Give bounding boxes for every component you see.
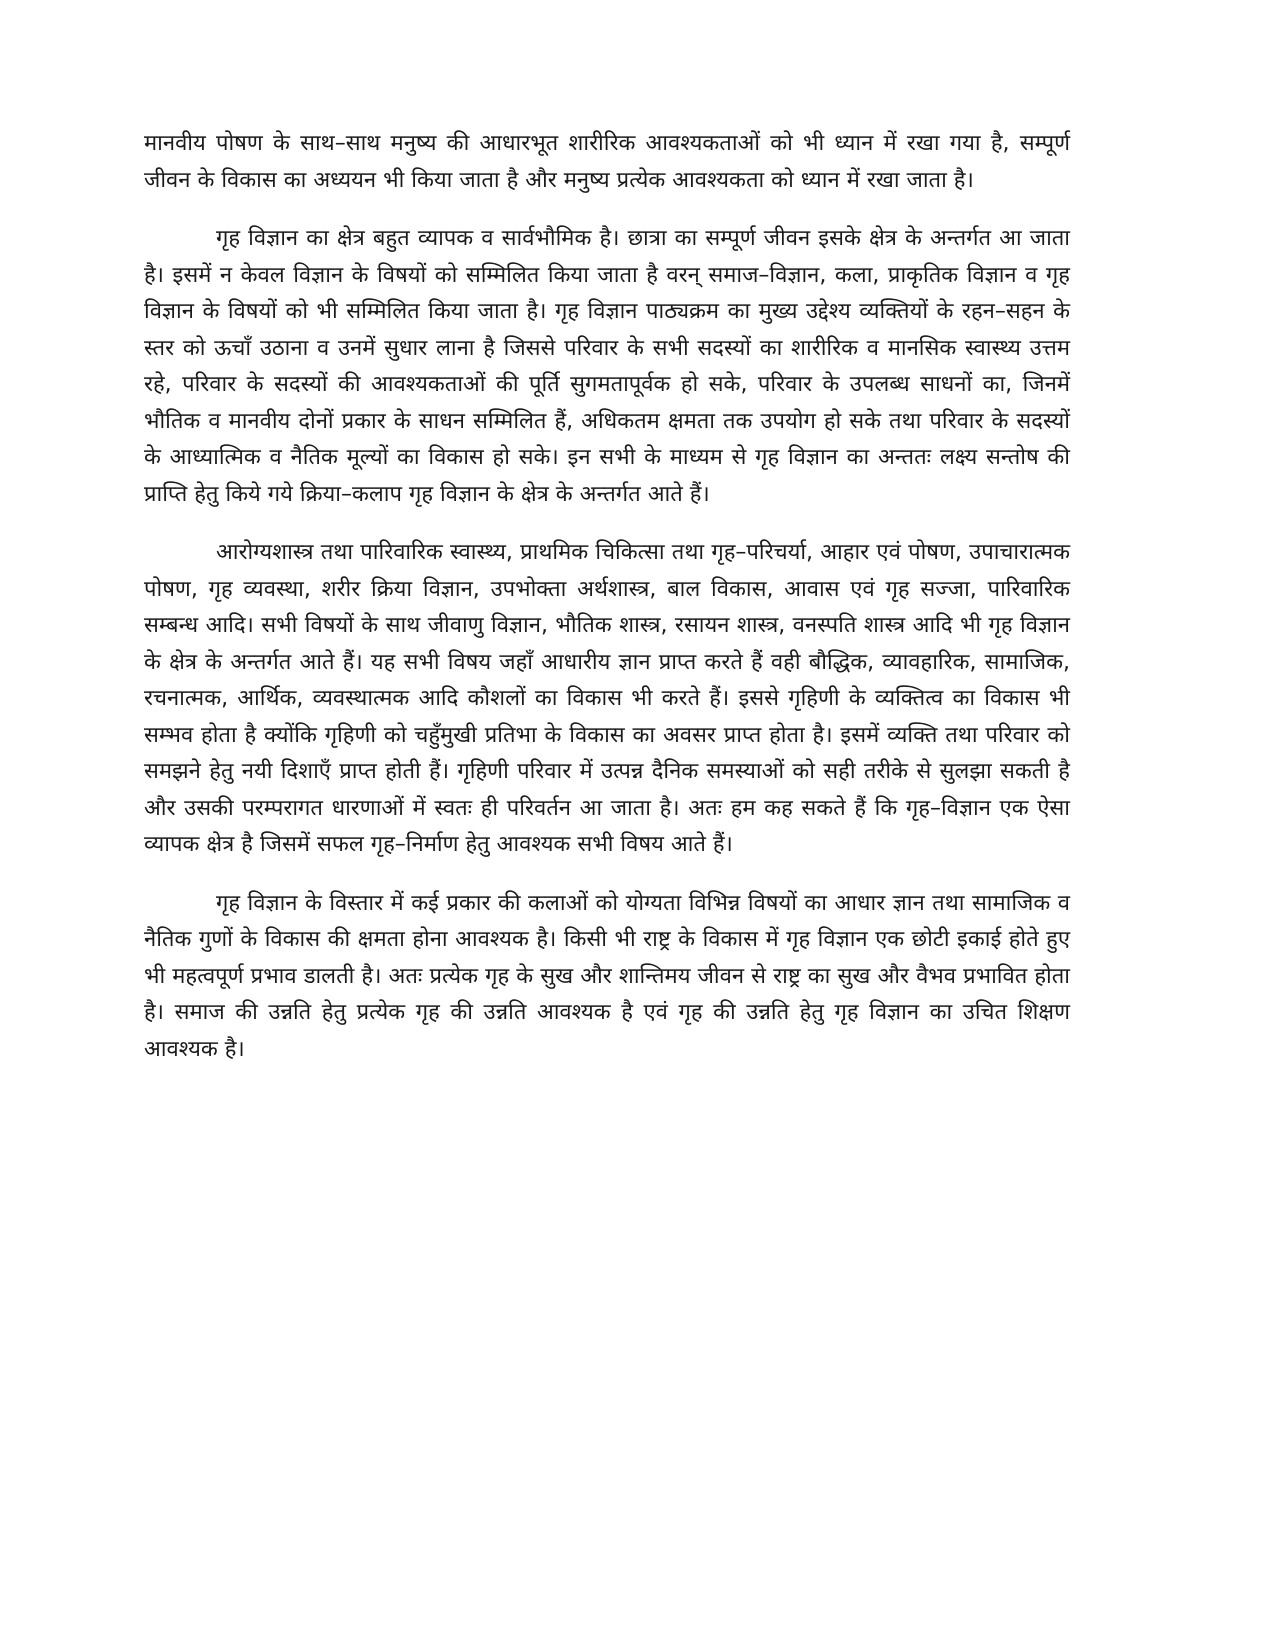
paragraph-1: मानवीय पोषण के साथ–साथ मनुष्य की आधारभूत शारीरिक आवश्यकताओं को भी ध्यान में रखा गया है, सम्पूर्ण जीवन के विकास का अध्ययन भी किया जाता है और मनुष्य प्रत्येक आवश्यकता को ध्यान में रखा जाता है। — [144, 131, 1070, 193]
paragraph-3: आरोग्यशास्त्र तथा पारिवारिक स्वास्थ्य, प्राथमिक चिकित्सा तथा गृह–परिचर्या, आहार एवं पोषण, उपाचारात्मक पोषण, गृह व्यवस्था, शरीर क्रिया विज्ञान, उपभोक्ता अर्थशास्त्र, बाल विकास, आवास एवं गृह सज्जा, पारिवारिक सम्बन्ध आदि। सभी विषयों के साथ जीवाणु विज्ञान, भौतिक शास्त्र, रसायन शास्त्र, वनस्पति शास्त्र आदि भी गृह विज्ञान के क्षेत्र के अन्तर्गत आते हैं। यह सभी विषय जहाँ आधारीय ज्ञान प्राप्त करते हैं वही बौद्धिक, व्यावहारिक, सामाजिक, रचनात्मक, आर्थिक, व्यवस्थात्मक आदि कौशलों का विकास भी करते हैं। इससे गृहिणी के व्यक्तित्व का विकास भी सम्भव होता है क्योंकि गृहिणी को चहुँमुखी प्रतिभा के विकास का अवसर प्राप्त होता है। इसमें व्यक्ति तथा परिवार को समझने हेतु नयी दिशाएँ प्राप्त होती हैं। गृहिणी परिवार में उत्पन्न दैनिक समस्याओं को सही तरीके से सुलझा सकती है और उसकी परम्परागत धारणाओं में स्वतः ही परिवर्तन आ जाता है। अतः हम कह सकते हैं कि गृह–विज्ञान एक ऐसा व्यापक क्षेत्र है जिसमें सफल गृह–निर्माण हेतु आवश्यक सभी विषय आते हैं। — [144, 540, 1070, 857]
paragraph-4: गृह विज्ञान के विस्तार में कई प्रकार की कलाओं को योग्यता विभिन्न विषयों का आधार ज्ञान तथा सामाजिक व नैतिक गुणों के विकास की क्षमता होना आवश्यक है। किसी भी राष्ट्र के विकास में गृह विज्ञान एक छोटी इकाई होते हुए भी महत्वपूर्ण प्रभाव डालती है। अतः प्रत्येक गृह के सुख और शान्तिमय जीवन से राष्ट्र का सुख और वैभव प्रभावित होता है। समाज की उन्नति हेतु प्रत्येक गृह की उन्नति आवश्यक है एवं गृह की उन्नति हेतु गृह विज्ञान का उचित शिक्षण आवश्यक है। — [144, 890, 1070, 1062]
paragraph-2: गृह विज्ञान का क्षेत्र बहुत व्यापक व सार्वभौमिक है। छात्रा का सम्पूर्ण जीवन इसके क्षेत्र के अन्तर्गत आ जाता है। इसमें न केवल विज्ञान के विषयों को सम्मिलित किया जाता है वरन् समाज–विज्ञान, कला, प्राकृतिक विज्ञान व गृह विज्ञान के विषयों को भी सम्मिलित किया जाता है। गृह विज्ञान पाठ्यक्रम का मुख्य उद्देश्य व्यक्तियों के रहन–सहन के स्तर को ऊचाँ उठाना व उनमें सुधार लाना है जिससे परिवार के सभी सदस्यों का शारीरिक व मानसिक स्वास्थ्य उत्तम रहे, परिवार के सदस्यों की आवश्यकताओं की पूर्ति सुगमतापूर्वक हो सके, परिवार के उपलब्ध साधनों का, जिनमें भौतिक व मानवीय दोनों प्रकार के साधन सम्मिलित हैं, अधिकतम क्षमता तक उपयोग हो सके तथा परिवार के सदस्यों के आध्यात्मिक व नैतिक मूल्यों का विकास हो सके। इन सभी के माध्यम से गृह विज्ञान का अन्ततः लक्ष्य सन्तोष की प्राप्ति हेतु किये गये क्रिया–कलाप गृह विज्ञान के क्षेत्र के अन्तर्गत आते हैं। — [144, 226, 1070, 507]
page-body — [144, 126, 1070, 1090]
